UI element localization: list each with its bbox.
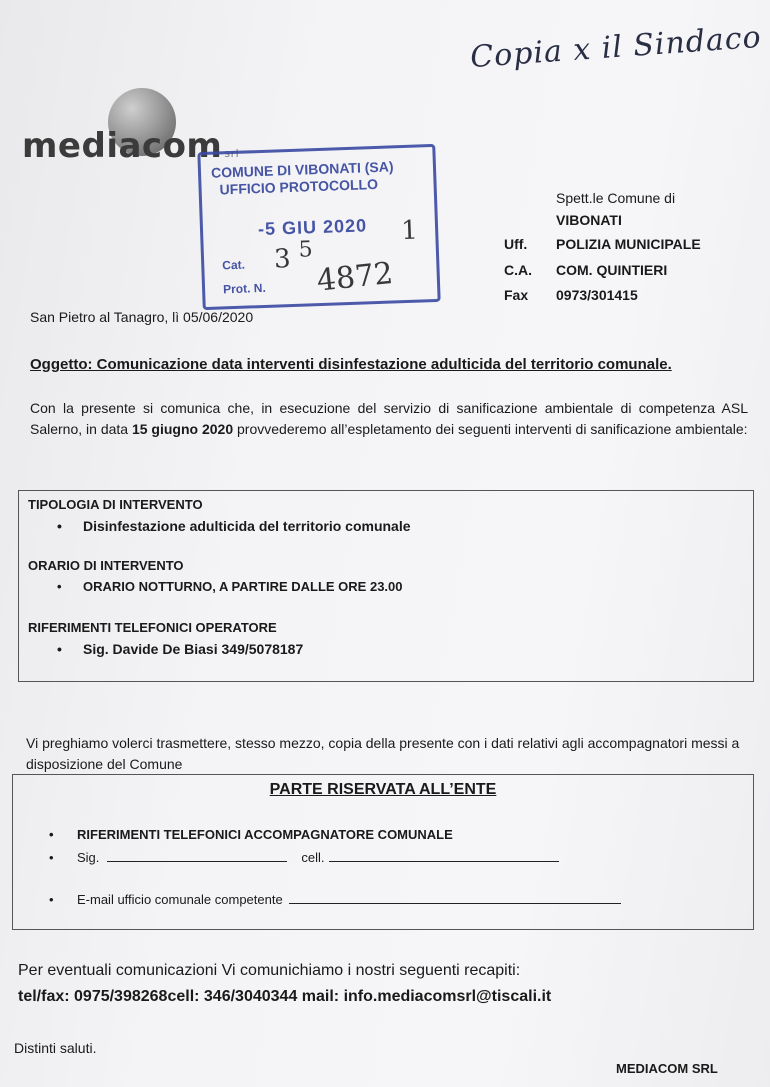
stamp-index-value: 1 bbox=[400, 215, 419, 247]
closing-greeting: Distinti saluti. bbox=[14, 1040, 97, 1056]
stamp-date: -5 GIU 2020 bbox=[257, 215, 368, 240]
reserved-section-box bbox=[12, 774, 754, 930]
bullet-icon: • bbox=[57, 579, 62, 594]
recipient-attention-key: C.A. bbox=[504, 262, 532, 278]
tipologia-item: • Disinfestazione adulticida del territorio comunale bbox=[57, 518, 411, 534]
email-field-row bbox=[49, 891, 621, 907]
bullet-icon: • bbox=[57, 641, 62, 657]
bullet-icon: • bbox=[49, 827, 54, 842]
recipient-line-1: Spett.le Comune di bbox=[556, 190, 676, 206]
recipient-office-key: Uff. bbox=[504, 236, 528, 252]
cell-blank-field[interactable] bbox=[329, 849, 559, 862]
recipient-fax-key: Fax bbox=[504, 287, 529, 303]
handwritten-note: Copia x il Sindaco bbox=[469, 19, 763, 76]
recipient-fax-value: 0973/301415 bbox=[556, 287, 638, 303]
contacts-line: tel/fax: 0975/398268cell: 346/3040344 mail: info.mediacomsrl@tiscali.it bbox=[18, 988, 552, 1005]
riferimenti-item: • Sig. Davide De Biasi 349/5078187 bbox=[57, 641, 304, 657]
stamp-cat-label: Cat. bbox=[222, 257, 246, 273]
contacts-intro: Per eventuali comunicazioni Vi comunichiamo i nostri seguenti recapiti: bbox=[18, 962, 521, 979]
recipient-office-value: POLIZIA MUNICIPALE bbox=[556, 236, 701, 252]
request-paragraph: Vi preghiamo volerci trasmettere, stesso mezzo, copia della presente con i dati relativi agli accompagnatori messi a disposizione del Comune bbox=[26, 735, 740, 772]
bullet-icon: • bbox=[49, 892, 54, 907]
sig-label: Sig. bbox=[77, 850, 100, 865]
stamp-line-2: UFFICIO PROTOCOLLO bbox=[219, 175, 379, 198]
stamp-line-1: COMUNE DI VIBONATI (SA) bbox=[210, 158, 394, 181]
reserved-item-1: • RIFERIMENTI TELEFONICI ACCOMPAGNATORE COMUNALE bbox=[49, 827, 453, 842]
stamp-prot-value: 4872 bbox=[315, 255, 395, 299]
stamp-cat-value: 3 $^5$ bbox=[273, 237, 314, 275]
email-blank-field[interactable] bbox=[289, 891, 621, 904]
intervention-details-box bbox=[18, 490, 754, 682]
bullet-icon: • bbox=[49, 850, 54, 865]
signature: MEDIACOM SRL bbox=[616, 1061, 718, 1076]
riferimenti-heading: RIFERIMENTI TELEFONICI OPERATORE bbox=[28, 620, 277, 635]
recipient-attention-value: COM. QUINTIERI bbox=[556, 262, 668, 278]
recipient-line-2: VIBONATI bbox=[556, 212, 622, 228]
subject-line: Oggetto: Comunicazione data interventi disinfestazione adulticida del territorio comunale. bbox=[30, 356, 672, 373]
orario-heading: ORARIO DI INTERVENTO bbox=[28, 558, 184, 573]
stamp-prot-label: Prot. N. bbox=[222, 280, 267, 297]
sig-blank-field[interactable] bbox=[107, 849, 287, 862]
orario-item: • ORARIO NOTTURNO, A PARTIRE DALLE ORE 23.00 bbox=[57, 579, 403, 594]
tipologia-heading: TIPOLOGIA DI INTERVENTO bbox=[28, 497, 203, 512]
logo-text: mediacom srl bbox=[22, 126, 240, 166]
cell-label: cell. bbox=[301, 850, 325, 865]
bullet-icon: • bbox=[57, 518, 62, 534]
reserved-title: PARTE RISERVATA ALL’ENTE bbox=[269, 781, 497, 798]
place-date: San Pietro al Tanagro, lì 05/06/2020 bbox=[30, 309, 254, 325]
email-label: E-mail ufficio comunale competente bbox=[77, 892, 283, 907]
body-paragraph: Con la presente si comunica che, in esecuzione del servizio di sanificazione ambientale di competenza ASL Salerno, in data 15 giugno 2020 provvederemo all’espletamento dei seguenti interventi di sanificazione ambientale: bbox=[30, 400, 748, 437]
protocol-stamp bbox=[197, 144, 440, 310]
sig-field-row bbox=[49, 849, 559, 865]
